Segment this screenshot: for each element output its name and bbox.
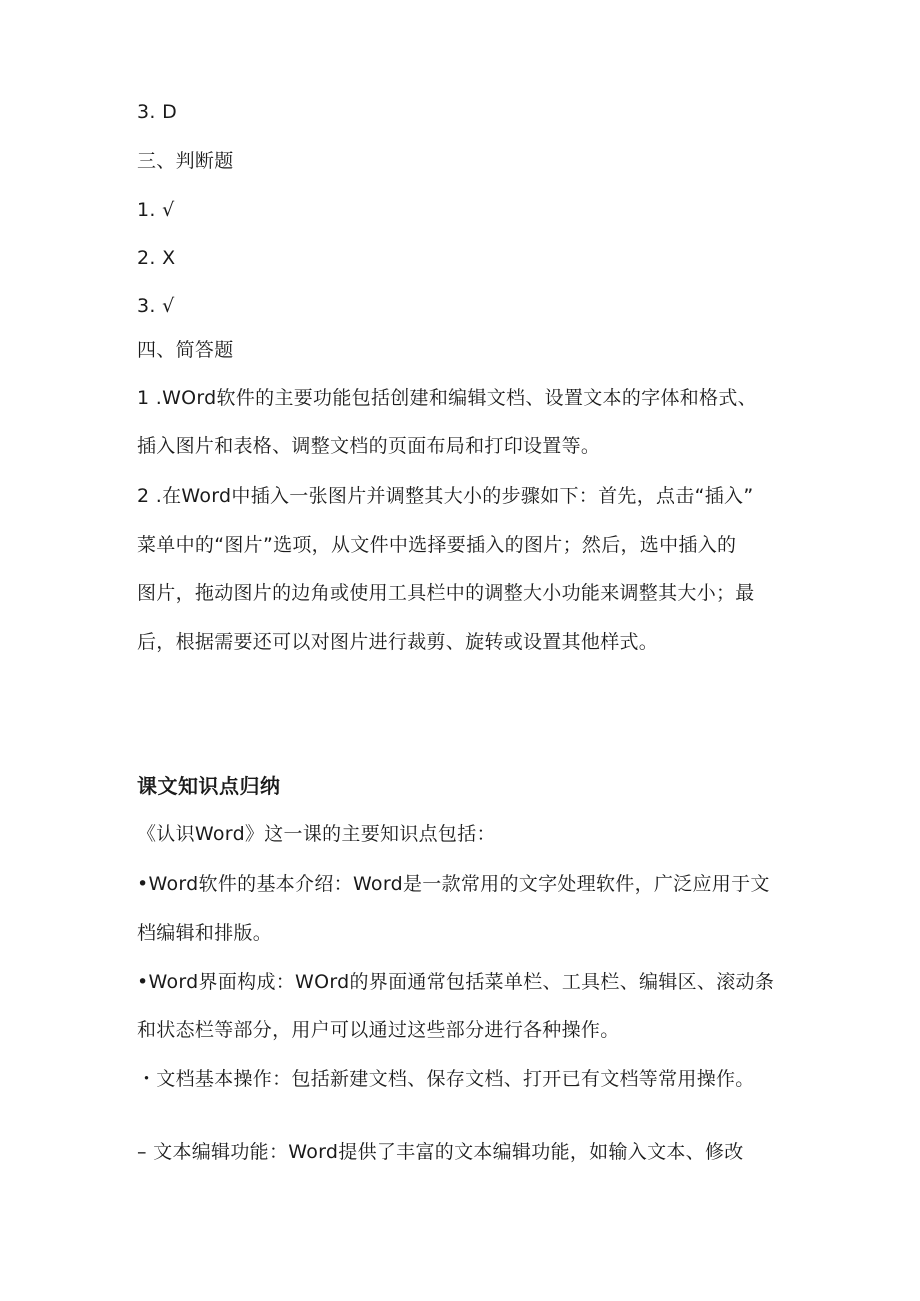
true-false-answer-1: 1. √ (137, 199, 175, 221)
summary-point-3-line-1: ・文档基本操作：包括新建文档、保存文档、打开已有文档等常用操作。 (137, 1068, 755, 1090)
section-title-true-false: 三、判断题 (137, 150, 234, 172)
short-answer-2-line-1: 2 .在Word中插入一张图片并调整其大小的步骤如下：首先，点击“插入” (137, 485, 754, 507)
true-false-answer-2: 2. X (137, 247, 176, 269)
summary-title: 课文知识点归纳 (137, 774, 281, 798)
summary-point-1-line-2: 档编辑和排版。 (137, 922, 273, 944)
true-false-answer-3: 3. √ (137, 295, 175, 317)
short-answer-1-line-2: 插入图片和表格、调整文档的页面布局和打印设置等。 (137, 435, 601, 457)
short-answer-2-line-4: 后，根据需要还可以对图片进行裁剪、旋转或设置其他样式。 (137, 631, 659, 653)
summary-intro: 《认识Word》这一课的主要知识点包括： (137, 823, 496, 845)
short-answer-2-line-2: 菜单中的“图片”选项，从文件中选择要插入的图片；然后，选中插入的 (137, 534, 737, 556)
multiple-choice-answer-3: 3. D (137, 101, 177, 123)
summary-point-4-line-1: – 文本编辑功能：Word提供了丰富的文本编辑功能，如输入文本、修改 (137, 1141, 744, 1163)
summary-point-2-line-2: 和状态栏等部分，用户可以通过这些部分进行各种操作。 (137, 1019, 620, 1041)
section-title-short-answer: 四、简答题 (137, 339, 234, 361)
summary-point-1-line-1: •Word软件的基本介绍：Word是一款常用的文字处理软件，广泛应用于文 (137, 873, 770, 895)
summary-point-2-line-1: •Word界面构成：WOrd的界面通常包括菜单栏、工具栏、编辑区、滚动条 (137, 971, 775, 993)
short-answer-1-line-1: 1 .WOrd软件的主要功能包括创建和编辑文档、设置文本的字体和格式、 (137, 387, 757, 409)
short-answer-2-line-3: 图片，拖动图片的边角或使用工具栏中的调整大小功能来调整其大小；最 (137, 582, 755, 604)
